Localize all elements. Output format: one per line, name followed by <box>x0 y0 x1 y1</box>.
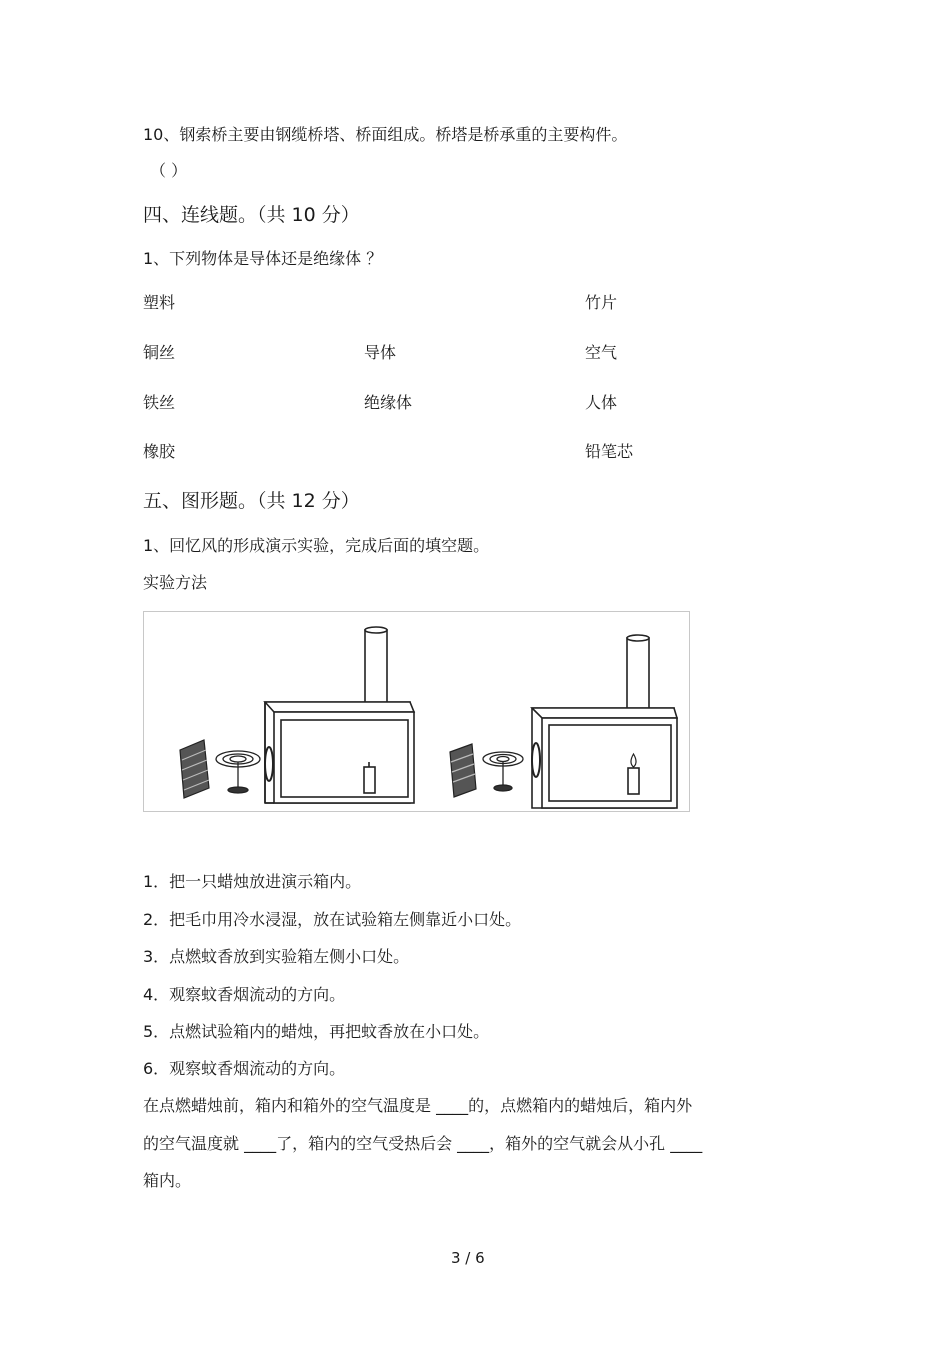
fill-line-1: 在点燃蜡烛前，箱内和箱外的空气温度是 ____的，点燃箱内的蜡烛后，箱内外 <box>143 1096 693 1115</box>
chimney-icon <box>627 638 649 716</box>
towel-icon <box>180 740 209 798</box>
coil-icon <box>216 751 260 793</box>
right-item: 竹片 <box>585 293 618 312</box>
section-5-question-1: 1、回忆风的形成演示实验，完成后面的填空题。 <box>143 536 490 555</box>
left-apparatus <box>265 627 414 803</box>
left-item: 铁丝 <box>143 393 176 412</box>
middle-item: 绝缘体 <box>364 393 413 412</box>
step-5: 5．点燃试验箱内的蜡烛，再把蚊香放在小口处。 <box>143 1022 490 1041</box>
page-number: 3 / 6 <box>451 1249 485 1267</box>
answer-bracket: （ ） <box>150 161 188 180</box>
step-4: 4．观察蚊香烟流动的方向。 <box>143 985 346 1004</box>
step-3: 3．点燃蚊香放到实验箱左侧小口处。 <box>143 947 410 966</box>
box-icon <box>532 708 677 808</box>
middle-item: 导体 <box>364 343 397 362</box>
step-2: 2．把毛巾用冷水浸湿，放在试验箱左侧靠近小口处。 <box>143 910 522 929</box>
experiment-figure <box>143 611 690 812</box>
right-item: 人体 <box>585 393 618 412</box>
section-4-heading: 四、连线题。（共 10 分） <box>143 204 360 226</box>
section-5-heading: 五、图形题。（共 12 分） <box>143 490 360 512</box>
coil-icon <box>483 752 523 791</box>
box-icon <box>265 702 414 803</box>
question-10-text: 10、钢索桥主要由钢缆桥塔、桥面组成。桥塔是桥承重的主要构件。 <box>143 125 628 144</box>
step-1: 1．把一只蜡烛放进演示箱内。 <box>143 872 362 891</box>
right-item: 铅笔芯 <box>585 442 634 461</box>
section-4-question-1: 1、下列物体是导体还是绝缘体 ？ <box>143 249 383 268</box>
left-item: 塑料 <box>143 293 176 312</box>
towel-icon <box>450 744 476 797</box>
fill-line-3: 箱内。 <box>143 1171 192 1190</box>
candle-icon <box>364 762 375 793</box>
right-item: 空气 <box>585 343 618 362</box>
fill-line-2: 的空气温度就 ____了，箱内的空气受热后会 ____，箱外的空气就会从小孔 ____ <box>143 1134 703 1153</box>
method-label: 实验方法 <box>143 573 208 592</box>
chimney-icon <box>365 630 387 704</box>
left-item: 橡胶 <box>143 442 176 461</box>
step-6: 6．观察蚊香烟流动的方向。 <box>143 1059 346 1078</box>
right-apparatus <box>532 635 677 808</box>
left-item: 铜丝 <box>143 343 176 362</box>
